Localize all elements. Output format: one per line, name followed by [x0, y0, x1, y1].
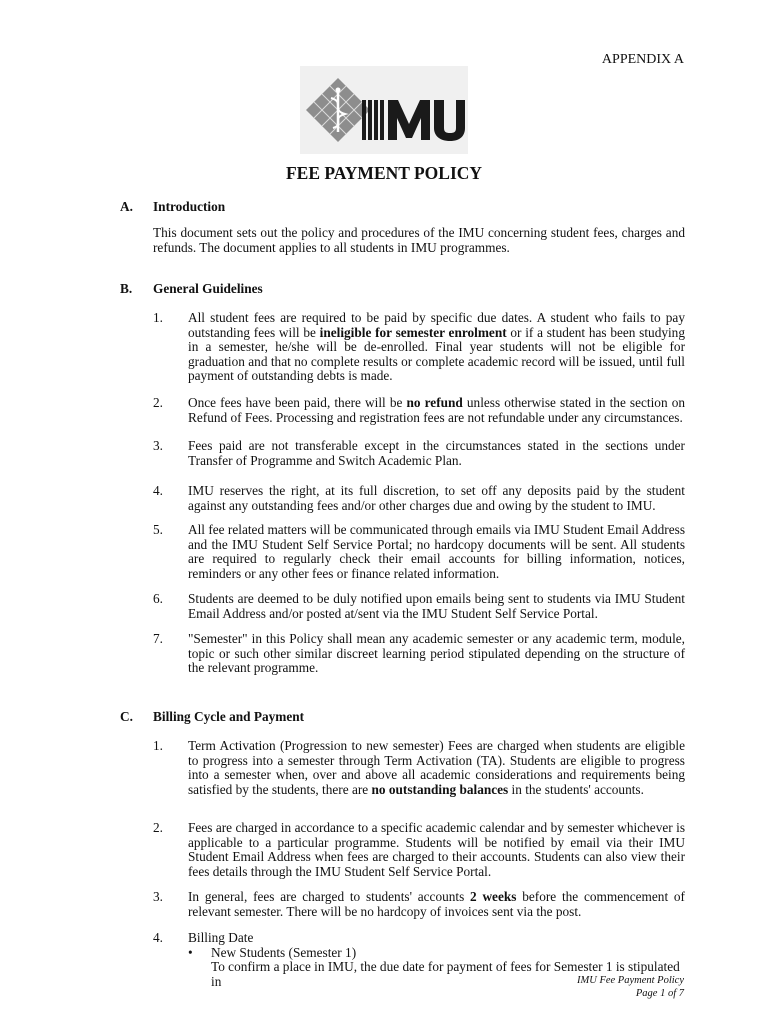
item-number: 4. — [153, 930, 163, 945]
appendix-label: APPENDIX A — [601, 52, 684, 67]
list-item — [153, 311, 685, 384]
item-number: 2. — [153, 820, 163, 835]
item-text: Fees are charged in accordance to a specific academic calendar and by semester whichever is applicable to a particular programme. Students will be notified by email via their IMU Student Email Address when fees are charged to their accounts. Students can also view their fees details through the IMU Student Self Service Portal. — [188, 820, 685, 879]
list-item — [153, 523, 685, 581]
item-number: 5. — [153, 522, 163, 537]
section-letter: B. — [120, 281, 133, 296]
item-number: 7. — [153, 631, 163, 646]
document-title: FEE PAYMENT POLICY — [285, 163, 483, 183]
section-title: General Guidelines — [153, 281, 263, 296]
item-text: "Semester" in this Policy shall mean any academic semester or any academic term, module, topic or such other similar discreet learning period stipulated depending on the structure of the relevant programme. — [188, 631, 685, 676]
item-number: 3. — [153, 889, 163, 904]
bullet-label: New Students (Semester 1) — [211, 945, 357, 960]
item-text: Term Activation (Progression to new semester) Fees are charged when students are eligible to progress into a semester through Term Activation (TA). Students are eligible to progress into a semester when, over and above all academic considerations and requirements being satisfied by the students, there are no outstanding balances in the students' accounts. — [188, 738, 685, 797]
page-footer — [577, 974, 684, 1000]
item-text: IMU reserves the right, at its full discretion, to set off any deposits paid by the student against any outstanding fees and/or other charges due and owing by the student to IMU. — [188, 483, 685, 513]
list-item — [153, 484, 685, 513]
item-number: 2. — [153, 395, 163, 410]
list-item — [153, 396, 685, 425]
section-a-heading — [120, 199, 225, 215]
item-text: All fee related matters will be communicated through emails via IMU Student Email Address and the IMU Student Self Service Portal; no hardcopy documents will be sent. All students are required to regularly check their email accounts for billing information, notices, reminders or any other fees or finance related information. — [188, 522, 685, 581]
section-b-heading — [120, 281, 263, 297]
list-item — [153, 439, 685, 468]
item-number: 1. — [153, 738, 163, 753]
item-number: 6. — [153, 591, 163, 606]
section-title: Introduction — [153, 199, 226, 214]
list-item — [153, 931, 685, 946]
item-text: In general, fees are charged to students' accounts 2 weeks before the commencement of relevant semester. There will be no hardcopy of invoices sent via the post. — [188, 889, 685, 919]
item-text: All student fees are required to be paid by specific due dates. A student who fails to pay outstanding fees will be ineligible for semester enrolment or if a student has been studying in a semester, he/she will be de-enrolled. Final year students will not be eligible for graduation and that no complete results or complete academic record will be issued, until full payment of outstanding debts is made. — [188, 310, 685, 384]
list-item — [153, 890, 685, 919]
section-title: Billing Cycle and Payment — [153, 709, 305, 724]
list-item — [153, 632, 685, 676]
introduction-paragraph: This document sets out the policy and procedures of the IMU concerning student fees, charges and refunds. The document applies to all students in IMU programmes. — [153, 225, 685, 255]
item-number: 4. — [153, 483, 163, 498]
bullet-icon: • — [188, 945, 193, 960]
item-text: Once fees have been paid, there will be no refund unless otherwise stated in the section on Refund of Fees. Processing and registration fees are not refundable under any circumstances. — [188, 395, 685, 425]
item-text: Students are deemed to be duly notified upon emails being sent to students via IMU Student Email Address and/or posted at/sent via the IMU Student Self Service Portal. — [188, 591, 685, 621]
list-item — [153, 592, 685, 621]
section-letter: C. — [120, 709, 133, 724]
footer-document-name: IMU Fee Payment Policy — [577, 975, 684, 986]
item-text: Billing Date — [188, 930, 254, 945]
item-number: 1. — [153, 310, 163, 325]
section-c-heading — [120, 709, 304, 725]
section-letter: A. — [120, 199, 133, 214]
footer-page-number: Page 1 of 7 — [635, 988, 684, 999]
item-number: 3. — [153, 438, 163, 453]
item-text: Fees paid are not transferable except in the circumstances stated in the sections under Transfer of Programme and Switch Academic Plan. — [188, 438, 685, 468]
imu-logo — [300, 66, 468, 154]
list-item — [153, 821, 685, 879]
bullet-text: To confirm a place in IMU, the due date for payment of fees for Semester 1 is stipulated in — [211, 959, 680, 989]
list-item — [153, 739, 685, 797]
